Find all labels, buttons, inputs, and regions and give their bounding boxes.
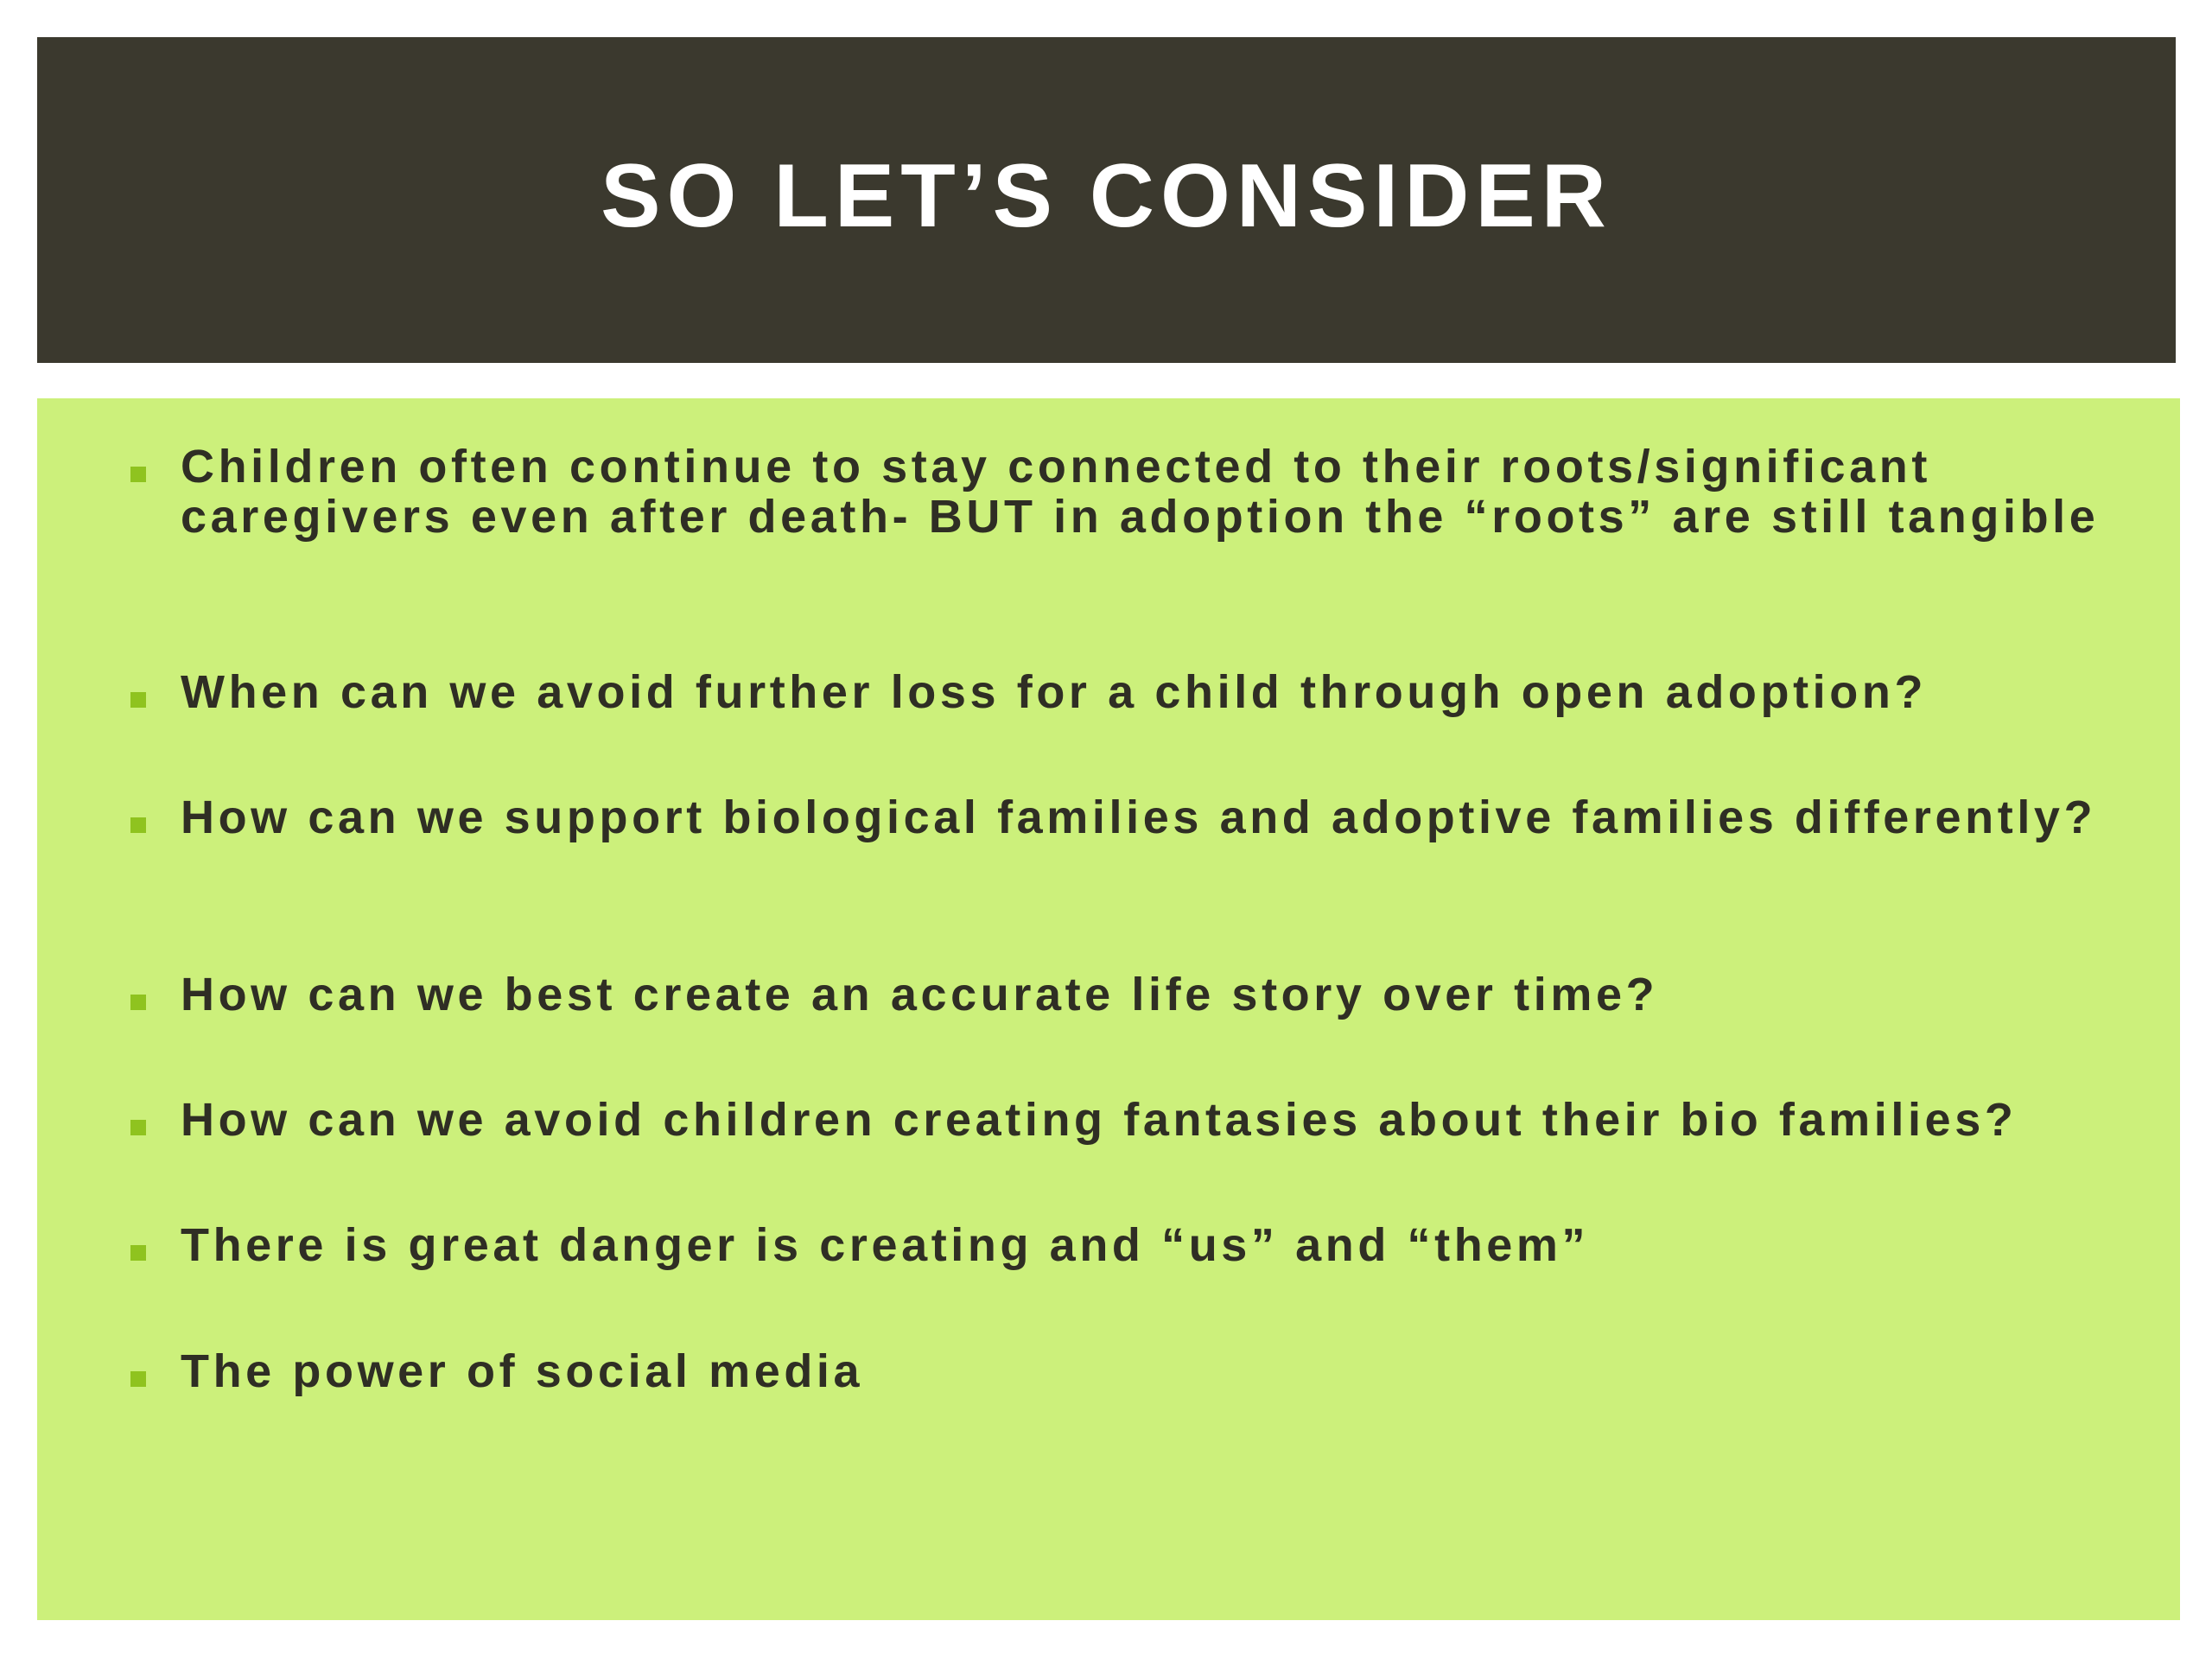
- content-box: [37, 398, 2180, 1620]
- bullet-text: How can we avoid children creating fantasies about their bio families?: [181, 1094, 2018, 1146]
- bullet-text: How can we support biological families and adoptive families differently?: [181, 791, 2097, 843]
- square-bullet-icon: [130, 995, 146, 1010]
- square-bullet-icon: [130, 1120, 146, 1135]
- square-bullet-icon: [130, 467, 146, 482]
- square-bullet-icon: [130, 1371, 146, 1387]
- bullet-text: The power of social media: [181, 1345, 864, 1397]
- slide-title: SO LET’S CONSIDER: [601, 146, 1612, 246]
- square-bullet-icon: [130, 1245, 146, 1261]
- bullet-text: When can we avoid further loss for a child through open adoption?: [181, 666, 1928, 718]
- bullet-text: Children often continue to stay connected to their roots/significant caregivers even after death- BUT in adoption the “roots” are still tangible: [181, 441, 2100, 543]
- square-bullet-icon: [130, 692, 146, 708]
- square-bullet-icon: [130, 817, 146, 833]
- title-bar: [37, 37, 2176, 363]
- bullet-text: There is great danger is creating and “us” and “them”: [181, 1219, 1590, 1271]
- bullet-text: How can we best create an accurate life story over time?: [181, 969, 1659, 1020]
